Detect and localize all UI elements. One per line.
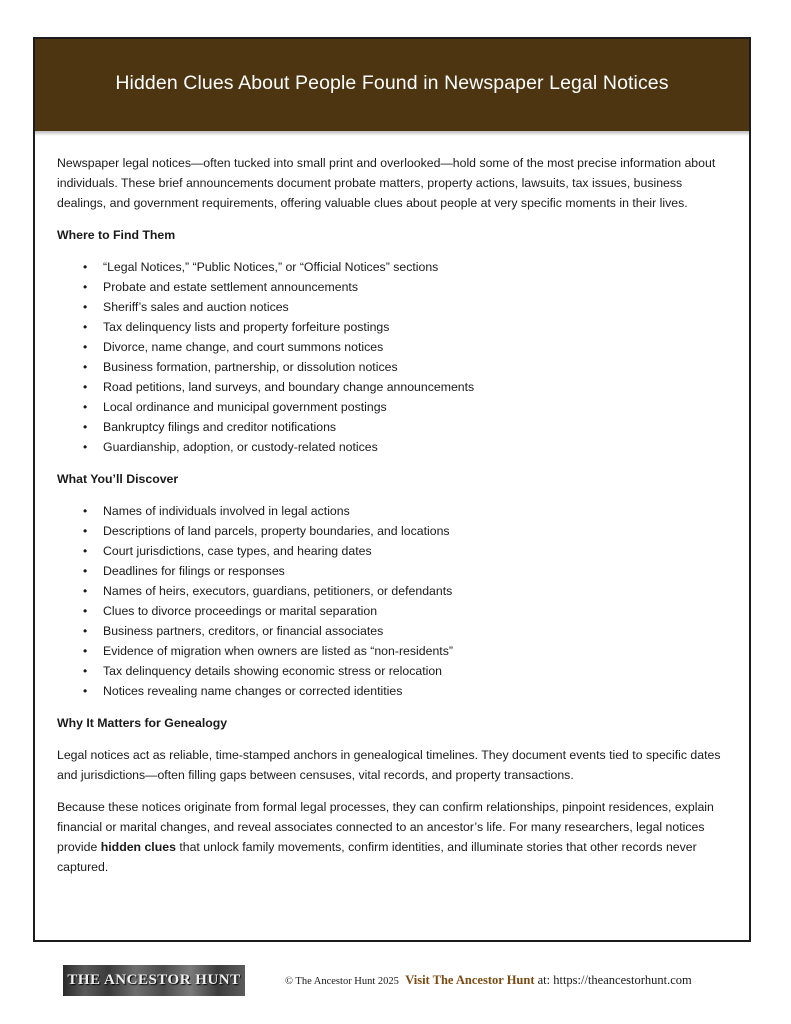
footer — [63, 965, 743, 997]
list-item: • Road petitions, land surveys, and boundary change announcements — [57, 377, 729, 397]
hidden-clues-emphasis: hidden clues — [100, 840, 176, 854]
section-heading-where: Where to Find Them — [57, 228, 176, 242]
document-frame — [33, 37, 751, 942]
visit-link[interactable]: Visit The Ancestor Hunt — [405, 973, 535, 987]
list-item: • “Legal Notices,” “Public Notices,” or “Official Notices” sections — [57, 257, 729, 277]
list-item: • Local ordinance and municipal government postings — [57, 397, 729, 417]
where-list — [57, 257, 729, 457]
list-item: • Notices revealing name changes or corrected identities — [57, 681, 729, 701]
list-item: • Names of heirs, executors, guardians, petitioners, or defendants — [57, 581, 729, 601]
list-item: • Names of individuals involved in legal actions — [57, 501, 729, 521]
section-heading-why: Why It Matters for Genealogy — [57, 716, 228, 730]
document-body — [57, 153, 729, 889]
list-item: • Business partners, creditors, or financial associates — [57, 621, 729, 641]
why-paragraph-2-start: Because these notices originate from formal legal processes, they can confirm relationships, pinpoint residences, explain financial or marital changes, and reveal associates connected to an ancestor’s life. For many researchers, legal notices provide — [57, 800, 714, 854]
list-item: • Sheriff’s sales and auction notices — [57, 297, 729, 317]
footer-line — [285, 973, 692, 988]
discover-list — [57, 501, 729, 701]
list-item: • Evidence of migration when owners are listed as “non-residents” — [57, 641, 729, 661]
header-shadow — [35, 131, 749, 136]
list-item: • Tax delinquency details showing economic stress or relocation — [57, 661, 729, 681]
why-paragraph-1: Legal notices act as reliable, time-stamped anchors in genealogical timelines. They document events tied to specific dates and jurisdictions—often filling gaps between censuses, vital records, and property transactions. — [57, 748, 721, 782]
intro-paragraph: Newspaper legal notices—often tucked into small print and overlooked—hold some of the most precise information about individuals. These brief announcements document probate matters, property actions, lawsuits, tax issues, business dealings, and government requirements, offering valuable clues about people at very specific moments in their lives. — [57, 156, 716, 210]
ancestor-hunt-logo — [63, 965, 245, 996]
why-paragraph-2-end: that unlock family movements, confirm identities, and illuminate stories that other records never captured. — [57, 840, 697, 874]
list-item: • Descriptions of land parcels, property boundaries, and locations — [57, 521, 729, 541]
list-item: • Court jurisdictions, case types, and hearing dates — [57, 541, 729, 561]
copyright-text: © The Ancestor Hunt 2025 — [285, 976, 399, 987]
list-item: • Divorce, name change, and court summons notices — [57, 337, 729, 357]
list-item: • Probate and estate settlement announcements — [57, 277, 729, 297]
page-title: Hidden Clues About People Found in Newspaper Legal Notices — [115, 71, 669, 94]
list-item: • Business formation, partnership, or dissolution notices — [57, 357, 729, 377]
website-url[interactable]: at: https://theancestorhunt.com — [534, 973, 692, 987]
list-item: • Guardianship, adoption, or custody-related notices — [57, 437, 729, 457]
list-item: • Bankruptcy filings and creditor notifications — [57, 417, 729, 437]
section-heading-discover: What You’ll Discover — [57, 472, 179, 486]
list-item: • Clues to divorce proceedings or marital separation — [57, 601, 729, 621]
logo-text: THE ANCESTOR HUNT — [67, 972, 241, 988]
list-item: • Tax delinquency lists and property forfeiture postings — [57, 317, 729, 337]
list-item: • Deadlines for filings or responses — [57, 561, 729, 581]
header-banner — [35, 39, 749, 131]
why-paragraph-2 — [57, 797, 729, 877]
